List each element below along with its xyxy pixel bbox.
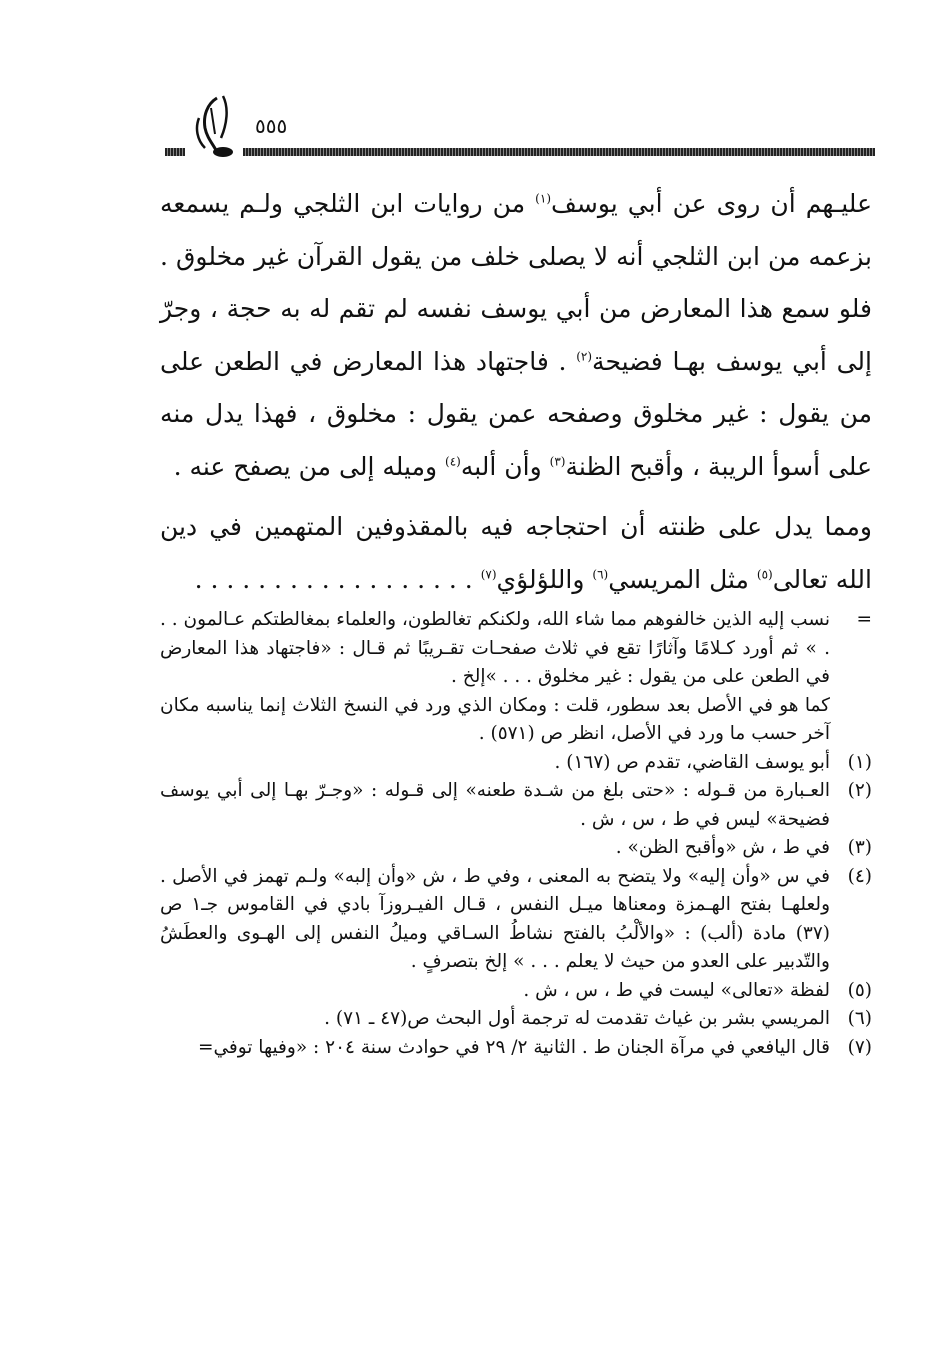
footnote-text: في س «وأن إليه» ولا يتضح به المعنى ، وفي ط ، ش «وأن إلبه» ولـم تهمز في الأصل . ولعلهـا بفتح الهـمزة ومعناها ميـل النفس ، قـال الفيـروزآ بادي في القاموس جـ١ ص (٣٧) مادة (ألب) : «والألْبُ بالفتح نشاطُ السـاقي وميلُ النفس إلى الهـوى والعطَشُ والتّدبير على العدو من حيث لا يعلم . . . » إلخ بتصرفٍ . [160, 865, 830, 972]
footnote-item [160, 977, 872, 1006]
footnote-ref-7: (٧) [480, 567, 497, 582]
paragraph-2 [160, 501, 872, 606]
continuation-text: نسب إليه الذين خالفوهم مما شاء الله، ولكنكم تغالطون، والعلماء بمغالطتكم عـالمون . . . » ثم أورد كـلامًا وآثارًا تقع في ثلاث صفحـات تقـريبًا ثم قـال : «فاجتهاد هذا المعارض في الطعن على من يقول : غير مخلوق . . . »إلخ . [160, 609, 830, 687]
paragraph-1 [160, 178, 872, 493]
footnote-continuation [160, 606, 872, 749]
text-run: واللؤلؤي [496, 564, 593, 594]
footnote-item [160, 863, 872, 977]
quill-ornament-icon [187, 94, 241, 158]
main-text [160, 178, 872, 606]
header-rule [243, 148, 875, 156]
footnote-ref-4: (٤) [445, 454, 461, 469]
footnote-item [160, 1034, 872, 1063]
page-number: ٥٥٥ [255, 114, 288, 138]
footnote-item [160, 834, 872, 863]
text-run: عليـهم أن روى عن أبي يوسف [551, 189, 872, 218]
footnote-mark: (٦) [847, 1008, 872, 1029]
footnote-ref-2: (٢) [576, 349, 593, 364]
footnote-text: أبو يوسف القاضي، تقدم ص (١٦٧) . [554, 751, 830, 773]
footnote-mark: (٢) [847, 780, 872, 801]
text-run: وأن ألبه [460, 451, 550, 481]
footnote-mark: (١) [847, 751, 872, 773]
footnote-mark: (٣) [847, 837, 872, 858]
text-run: وميله إلى من يصفح عنه . [173, 451, 446, 481]
footnote-ref-3: (٣) [549, 454, 566, 469]
footnote-text: العـبارة من قـوله : «حتى بلغ من شـدة طعنه» إلى قـوله : «وجـرّ بهـا إلى أبي يوسف فضيحة» ليس في ط ، س ، ش . [160, 780, 830, 830]
footnote-ref-5: (٥) [756, 567, 773, 582]
text-run: . فاجتهاد هذا المعارض في الطعن على من يقول : غير مخلوق وصفحه عمن يقول : مخلوق ، فهذا يدل منه على أسوأ الريبة ، وأقبح الظنة [160, 346, 872, 481]
header-rule-left [165, 148, 185, 156]
continuation-mark: = [856, 609, 872, 630]
text-run: مثل المريسي [608, 564, 757, 594]
footnote-mark: (٧) [847, 1036, 872, 1058]
footnote-text: قال اليافعي في مرآة الجنان ط . الثانية ٢/ ٢٩ في حوادث سنة ٢٠٤ : «وفيها توفي= [197, 1036, 830, 1058]
continuation-text-2: كما هو في الأصل بعد سطور، قلت : ومكان الذي ورد في النسخ الثلاث إنما يناسبه مكان آخر حسب ما ورد في الأصل، انظر ص (٥٧١) . [160, 694, 830, 744]
footnote-item [160, 777, 872, 834]
footnote-text: في ط ، ش «وأقبح الظن» . [615, 837, 830, 858]
footnote-ref-6: (٦) [592, 567, 609, 582]
footnote-item [160, 749, 872, 778]
leader-dots: . . . . . . . . . . . . . . . . . . [194, 564, 481, 594]
text-run: من روايات ابن الثلجي ولـم يسمعه بزعمه من ابن الثلجي أنه لا يصلى خلف من يقول القرآن غير مخلوق . فلو سمع هذا المعارض من أبي يوسف نفسه لم تقم له به حجة ، وجرّ إلى أبي يوسف بهـا فضيحة [160, 189, 872, 376]
footnote-item [160, 1005, 872, 1034]
footnote-ref-1: (١) [535, 191, 551, 206]
page-header [165, 92, 875, 162]
footnote-text: المريسي بشر بن غياث تقدمت له ترجمة أول البحث ص(٤٧ ـ ٧١) . [324, 1008, 830, 1029]
footnotes [160, 606, 872, 1062]
text-run: ومما يدل على ظنته أن احتجاجه فيه بالمقذوفين المتهمين في دين الله تعالى [160, 512, 872, 594]
footnote-mark: (٤) [847, 865, 872, 887]
footnote-text: لفظة «تعالى» ليست في ط ، س ، ش . [523, 979, 830, 1001]
footnote-mark: (٥) [847, 979, 872, 1001]
